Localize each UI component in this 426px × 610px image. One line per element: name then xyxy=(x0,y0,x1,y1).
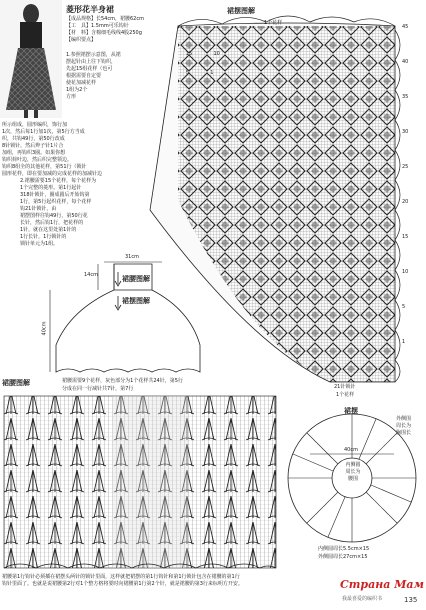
footer-line: 裙腰第1行钩针必须插在裙摆头两针的锁针里面，这样就把裙摆的第1行钩针和第1行锁针包含在裙腰的第1行 xyxy=(2,574,240,580)
row-number: 20 xyxy=(402,199,409,205)
row-number: 30 xyxy=(402,129,409,135)
fan-bottom-note: 21针锁针 xyxy=(334,384,356,390)
spec-line: 【编织要点】 xyxy=(66,37,97,43)
circle-note: 内侧圆周长5.5cm×15 xyxy=(318,546,370,552)
text-line: 裙摆图样往钩49行，第50行花 xyxy=(20,213,88,219)
row-number: 10 xyxy=(402,269,409,275)
waist-pattern-title: 裙腰图解 xyxy=(2,379,30,387)
fan-chart-title: 裙摆图解 xyxy=(227,7,255,15)
fan-bottom-note: 1个花样 xyxy=(336,392,355,398)
row-number: 25 xyxy=(402,164,409,170)
label-line: 周长为 xyxy=(396,423,412,429)
intro-line: 钩织荷叶边，然后织完整领边。 xyxy=(2,157,73,163)
intro-line: 摆起针由上往下钩织， xyxy=(66,59,117,65)
text-line: 2.裙腰需要15个花样，每个花样为 xyxy=(20,178,97,184)
text-line: 318针锁针，圈成圆后开始钩第 xyxy=(20,192,90,198)
row-number: 10 xyxy=(213,51,220,57)
spec-line: 【工 具】1.5mm可乐钩针 xyxy=(66,23,129,29)
intro-line: 圆形花样，即在要加减的完成花样的加减针边 xyxy=(2,171,103,177)
label-line: 外侧围 xyxy=(396,416,412,422)
text-line: 1针，就在这里处第1针的 xyxy=(20,227,77,233)
intro-line: 先起15组花样（也可 xyxy=(66,66,113,72)
row-number: 5 xyxy=(402,304,406,310)
skirt-body-label: 裙摆图解 xyxy=(122,297,150,305)
pattern-note: 分成在同一行减针共7针，第7行 xyxy=(62,386,134,392)
row-number: 5 xyxy=(186,70,190,76)
footer-line: 钩针里面了。也就是说裙腰第2行对1个整方格将要时向裙腰第1行第2个针，就是裙腰的第3行来标明方开安。 xyxy=(2,581,243,587)
fan-repeat-label: 1个花样 xyxy=(264,20,283,26)
circle-inner-label xyxy=(338,462,368,483)
footer-note xyxy=(2,574,302,588)
intro-line: 根据需要自定要 xyxy=(66,73,102,79)
intro-line: 方形 xyxy=(66,94,77,100)
text-line: 锁针单元为1组。 xyxy=(20,241,59,247)
circle-diameter: 40cm xyxy=(344,447,358,453)
circle-title: 裙摆 xyxy=(344,407,358,415)
spec-line: 【成品规格】长54cm，裙腰62cm xyxy=(66,16,144,22)
pattern-note: 裙腰需要9个花样，灰色部分为1个花样共24针，第5行 xyxy=(62,378,183,384)
watermark-subtitle: 我最喜爱的编织书 xyxy=(342,596,383,602)
page-number: 135 xyxy=(404,596,418,604)
label-line: 内侧圆 xyxy=(345,462,361,468)
intro-line: 加组，再钩织3圈。如果你想 xyxy=(2,150,66,156)
label-line: 腰围 xyxy=(347,476,358,482)
row-number: 1 xyxy=(402,339,406,345)
row-number: 1 xyxy=(210,70,214,76)
intro-line: 所示组成，圆形编织，饰行加 xyxy=(2,122,68,128)
text-line: 1行长针，1行锁针的 xyxy=(20,234,67,240)
spec-line: 【材 料】含棉细毛线线4股250g xyxy=(66,30,142,36)
circle-note: 外侧圆周长27cm×15 xyxy=(318,554,368,560)
text-line: 长针，然后钩1行，把花样的 xyxy=(20,220,84,226)
watermark-logo: Страна Мам xyxy=(340,578,424,591)
skirt-waist-height-dim: 14cm xyxy=(84,272,98,278)
text-line: 钩21针锁针，由 xyxy=(20,206,57,212)
skirt-waist-label: 裙腰图解 xyxy=(122,275,150,283)
intro-line: 钩织8组全的其他花样，第51行（锁针 xyxy=(2,164,87,170)
intro-line: 1次，然后每1行加1次，第5行方当成 xyxy=(2,129,85,135)
row-number: 35 xyxy=(402,94,409,100)
label-line: 胸围长 xyxy=(396,430,412,436)
intro-line: 织，共钩49行，第50行改成 xyxy=(2,136,65,142)
circle-outer-label xyxy=(396,416,426,437)
row-number: 40 xyxy=(402,59,409,65)
skirt-width-dim: 31cm xyxy=(125,254,139,260)
page-title: 菱形花半身裙 xyxy=(66,5,114,14)
skirt-body-height-dim: 40cm xyxy=(41,321,48,336)
label-line: 周长为 xyxy=(345,469,361,475)
intro-line: 1.参照裙摆示意图，从裙 xyxy=(66,52,121,58)
row-number: 15 xyxy=(186,51,193,57)
row-number: 15 xyxy=(402,234,409,240)
intro-line: 1组为2个 xyxy=(66,87,88,93)
text-line: 1个完整的菱形。第1行起针 xyxy=(20,185,82,191)
intro-line: 8针锁针，然后辫子针1片合 xyxy=(2,143,64,149)
row-number: 45 xyxy=(402,24,409,30)
intro-line: 使花加减花样 xyxy=(66,80,97,86)
text-line: 1行，第5行起织花样，每个花样 xyxy=(20,199,92,205)
